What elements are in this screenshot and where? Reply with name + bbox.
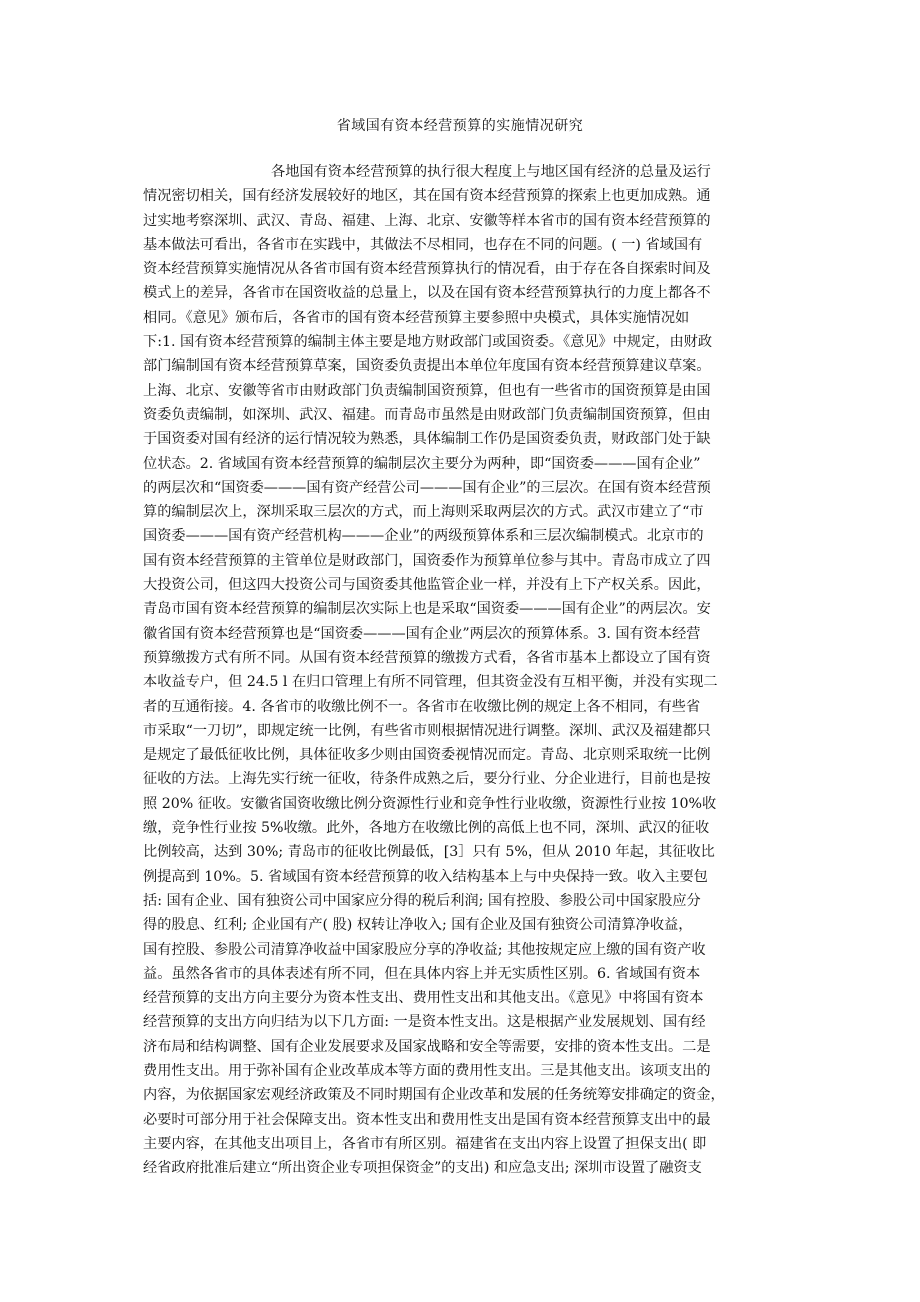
document-body bbox=[143, 160, 785, 1180]
text-line: 算的编制层次上，深圳采取三层次的方式，而上海则采取两层次的方式。武汉市建立了“市 bbox=[143, 504, 704, 521]
text-line: 资委负责编制，如深圳、武汉、福建。而青岛市虽然是由财政部门负责编制国资预算，但由 bbox=[143, 406, 711, 423]
body-paragraph bbox=[143, 160, 785, 1180]
text-line: 比例较高，达到 30%; 青岛市的征收比例最低，[3］只有 5%，但从 2010 年起，其征收比 bbox=[143, 844, 715, 861]
text-line: 资本经营预算实施情况从各省市国有资本经营预算执行的情况看，由于存在各自探索时间及 bbox=[143, 261, 711, 278]
text-line: 上海、北京、安徽等省市由财政部门负责编制国资预算，但也有一些省市的国资预算是由国 bbox=[143, 382, 711, 399]
text-line: 经营预算的支出方向归结为以下几方面: 一是资本性支出。这是根据产业发展规划、国有经 bbox=[143, 1014, 706, 1031]
text-line: 于国资委对国有经济的运行情况较为熟悉，具体编制工作仍是国资委负责，财政部门处于缺 bbox=[143, 431, 711, 448]
text-line: 模式上的差异，各省市在国资收益的总量上，以及在国有资本经营预算执行的力度上都各不 bbox=[143, 285, 711, 302]
text-line: 益。虽然各省市的具体表述有所不同，但在具体内容上并无实质性区别。6. 省域国有资本 bbox=[143, 965, 701, 982]
text-line: 是规定了最低征收比例，具体征收多少则由国资委视情况而定。青岛、北京则采取统一比例 bbox=[143, 747, 711, 764]
text-line: 相同。《意见》颁布后，各省市的国有资本经营预算主要参照中央模式，具体实施情况如 bbox=[143, 309, 690, 326]
text-line: 征收的方法。上海先实行统一征收，待条件成熟之后，要分行业、分企业进行，目前也是按 bbox=[143, 771, 711, 788]
text-line: 国有资本经营预算的主管单位是财政部门，国资委作为预算单位参与其中。青岛市成立了四 bbox=[143, 552, 711, 569]
text-line: 基本做法可看出，各省市在实践中，其做法不尽相同，也存在不同的问题。( 一) 省域国有 bbox=[143, 236, 703, 253]
text-line: 本收益专户，但 24.5 l 在归口管理上有所不同管理，但其资金没有互相平衡，并没有实现二 bbox=[143, 674, 718, 691]
text-line: 括: 国有企业、国有独资公司中国家应分得的税后利润; 国有控股、参股公司中国家股应分 bbox=[143, 892, 701, 909]
text-line: 预算缴拨方式有所不同。从国有资本经营预算的缴拨方式看，各省市基本上都设立了国有资 bbox=[143, 649, 711, 666]
text-line: 济布局和结构调整、国有企业发展要求及国家战略和安全等需要，安排的资本性支出。二是 bbox=[143, 1038, 711, 1055]
text-line: 的两层次和“国资委———国有资产经营公司———国有企业”的三层次。在国有资本经营预 bbox=[143, 479, 711, 496]
text-line: 缴，竞争性行业按 5%收缴。此外，各地方在收缴比例的高低上也不同，深圳、武汉的征收 bbox=[143, 820, 710, 837]
text-line: 费用性支出。用于弥补国有企业改革成本等方面的费用性支出。三是其他支出。该项支出的 bbox=[143, 1062, 711, 1079]
text-line: 内容，为依据国家宏观经济政策及不同时期国有企业改革和发展的任务统筹安排确定的资金， bbox=[143, 1087, 725, 1104]
text-line: 者的互通衔接。4. 各省市的收缴比例不一。各省市在收缴比例的规定上各不相同，有些省 bbox=[143, 698, 701, 715]
text-line: 徽省国有资本经营预算也是“国资委———国有企业”两层次的预算体系。3. 国有资本经营 bbox=[143, 625, 701, 642]
text-line: 下:1. 国有资本经营预算的编制主体主要是地方财政部门或国资委。《意见》中规定，由财政 bbox=[143, 334, 713, 351]
text-line: 经省政府批准后建立“所出资企业专项担保资金”的支出) 和应急支出; 深圳市设置了融资支 bbox=[143, 1160, 702, 1177]
text-line: 市采取“一刀切”，即规定统一比例，有些省市则根据情况进行调整。深圳、武汉及福建都只 bbox=[143, 722, 711, 739]
text-line: 得的股息、红利; 企业国有产( 股) 权转让净收入; 国有企业及国有独资公司清算净收益， bbox=[143, 917, 693, 934]
text-line: 过实地考察深圳、武汉、青岛、福建、上海、北京、安徽等样本省市的国有资本经营预算的 bbox=[143, 212, 711, 229]
text-line: 国资委———国有资产经营机构———企业”的两级预算体系和三层次编制模式。北京市的 bbox=[143, 528, 704, 545]
text-line: 经营预算的支出方向主要分为资本性支出、费用性支出和其他支出。《意见》中将国有资本 bbox=[143, 990, 704, 1007]
text-line: 大投资公司，但这四大投资公司与国资委其他监管企业一样，并没有上下产权关系。因此， bbox=[143, 577, 711, 594]
text-line: 国有控股、参股公司清算净收益中国家股应分享的净收益; 其他按规定应上缴的国有资产收 bbox=[143, 941, 706, 958]
text-line: 位状态。2. 省域国有资本经营预算的编制层次主要分为两种，即“国资委———国有企业” bbox=[143, 455, 701, 472]
text-line: 必要时可部分用于社会保障支出。资本性支出和费用性支出是国有资本经营预算支出中的最 bbox=[143, 1111, 711, 1128]
document-title: 省域国有资本经营预算的实施情况研究 bbox=[336, 118, 584, 134]
text-line: 情况密切相关，国有经济发展较好的地区，其在国有资本经营预算的探索上也更加成熟。通 bbox=[143, 188, 711, 205]
text-line: 照 20% 征收。安徽省国资收缴比例分资源性行业和竞争性行业收缴，资源性行业按 10%收 bbox=[143, 795, 717, 812]
text-line: 部门编制国有资本经营预算草案，国资委负责提出本单位年度国有资本经营预算建议草案。 bbox=[143, 358, 711, 375]
text-line: 各地国有资本经营预算的执行很大程度上与地区国有经济的总量及运行 bbox=[271, 164, 711, 180]
text-line: 例提高到 10%。5. 省域国有资本经营预算的收入结构基本上与中央保持一致。收入主要包 bbox=[143, 868, 708, 885]
text-line: 主要内容，在其他支出项目上，各省市有所区别。福建省在支出内容上设置了担保支出( 即 bbox=[143, 1135, 707, 1152]
text-line: 青岛市国有资本经营预算的编制层次实际上也是采取“国资委———国有企业”的两层次。安 bbox=[143, 601, 711, 618]
